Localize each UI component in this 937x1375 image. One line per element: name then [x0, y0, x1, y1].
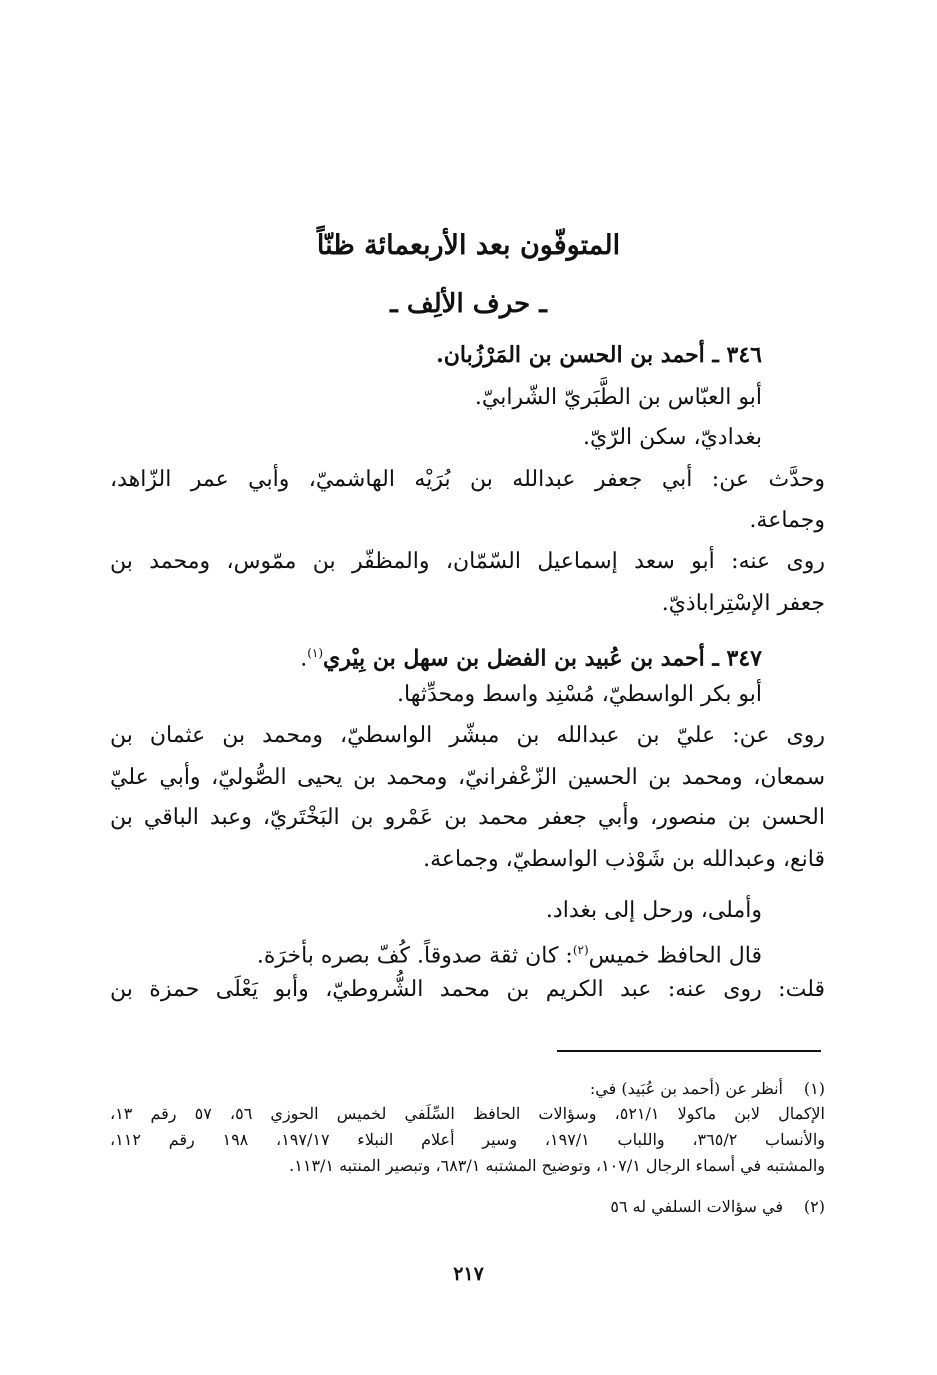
entry-347-line: قال الحافظ خميس$^{(٢)}$: كان ثقة صدوقاً. كُفّ بصره بأخرَة. — [256, 943, 762, 969]
footnote-number: (١) — [803, 1079, 825, 1098]
entry-346-line: أبو العبّاس بن الطَّبَريّ الشّرابيّ. — [474, 385, 762, 410]
footnote-ref[interactable]: (١) — [307, 646, 324, 660]
page-number: ٢١٧ — [453, 1263, 484, 1285]
entry-346-line: وجماعة. — [749, 508, 825, 533]
entry-346-line: روى عنه: أبو سعد إسماعيل السّمّان، والمظفّر بن ممّوس، ومحمد بن — [110, 549, 825, 574]
footnote-line: الإكمال لابن ماكولا ٥٢١/١، وسؤالات الحافظ السِّلَفي لخميس الحوزي ٥٦، ٥٧ رقم ١٣، — [110, 1104, 826, 1123]
footnote-1: (١)أنظر عن (أحمد بن عُبَيد) في: — [589, 1079, 825, 1098]
footnote-2: (٢)في سؤالات السلفي له ٥٦ — [610, 1197, 825, 1216]
entry-347-line: سمعان، ومحمد بن الحسين الزّعْفرانيّ، ومحمد بن يحيى الصُّوليّ، وأبي عليّ — [110, 765, 825, 790]
footnote-ref[interactable]: (٢) — [572, 943, 589, 957]
entry-346-line: وحدَّث عن: أبي جعفر عبدالله بن بُرَيْه الهاشميّ، وأبي عمر الزّاهد، — [110, 467, 825, 492]
entry-347-line: قلت: روى عنه: عبد الكريم بن محمد الشُّروطيّ، وأبو يَعْلَى حمزة بن — [110, 977, 825, 1002]
chapter-title: المتوفّون بعد الأربعمائة ظنّاً — [316, 230, 621, 261]
entry-347-line: أبو بكر الواسطيّ، مُسْنِد واسط ومحدِّثها. — [397, 682, 762, 707]
footnote-number: (٢) — [803, 1197, 825, 1216]
entry-347-heading: ٣٤٧ ـ أحمد بن عُبيد بن الفضل بن سهل بن بِيْري$^{(١)}$. — [300, 645, 762, 672]
entry-346-line: جعفر الإسْتِراباذيّ. — [661, 591, 825, 616]
footnote-line: والمشتبه في أسماء الرجال ١٠٧/١، وتوضيح المشتبه ٦٨٣/١، وتبصير المنتبه ١١٣/١. — [289, 1156, 825, 1175]
entry-347-line: روى عن: عليّ بن عبدالله بن مبشّر الواسطيّ، ومحمد بن عثمان بن — [110, 723, 825, 748]
entry-347-line: وأملى، ورحل إلى بغداد. — [545, 898, 762, 923]
entry-346-line: بغداديّ، سكن الرّيّ. — [583, 425, 762, 450]
entry-346-heading: ٣٤٦ ـ أحمد بن الحسن بن المَرْزُبان. — [436, 342, 762, 368]
footnote-divider — [557, 1050, 821, 1052]
section-heading: ـ حرف الألِف ـ — [390, 289, 547, 319]
entry-347-line: قانع، وعبدالله بن شَوْذب الواسطيّ، وجماعة. — [423, 847, 825, 872]
entry-347-line: الحسن بن منصور، وأبي جعفر محمد بن عَمْرو بن البَخْتَريّ، وعبد الباقي بن — [110, 805, 825, 830]
footnote-line: والأنساب ٣٦٥/٢، واللباب ١٩٧/١، وسير أعلام النبلاء ١٩٧/١٧، ١٩٨ رقم ١١٢، — [110, 1130, 826, 1149]
